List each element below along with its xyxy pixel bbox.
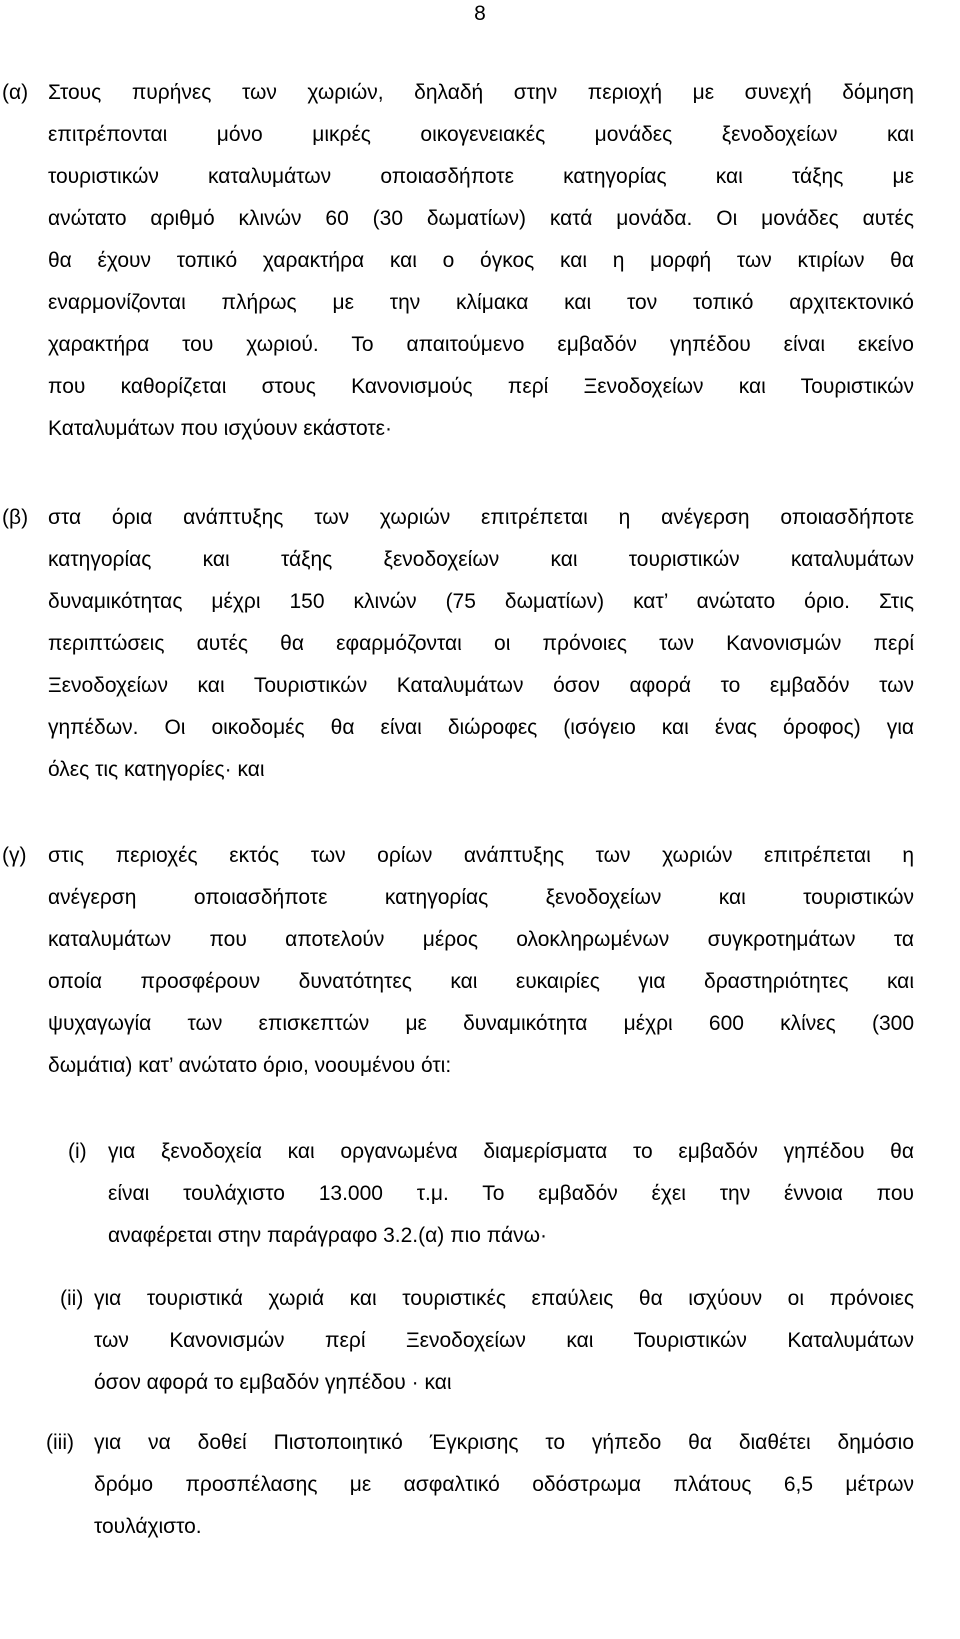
paragraph-a-line: εναρμονίζονται πλήρως με την κλίμακα και τον τοπικό αρχιτεκτονικό bbox=[48, 291, 914, 314]
paragraph-b-line: γηπέδων. Οι οικοδομές θα είναι διώροφες (ισόγειο και ένας όροφος) για bbox=[48, 716, 914, 739]
paragraph-a-line: τουριστικών καταλυμάτων οποιασδήποτε κατηγορίας και τάξης με bbox=[48, 165, 914, 188]
paragraph-b bbox=[48, 497, 914, 791]
paragraph-b-line: Ξενοδοχείων και Τουριστικών Καταλυμάτων όσον αφορά το εμβαδόν των bbox=[48, 674, 914, 697]
paragraph-c-line: ψυχαγωγία των επισκεπτών με δυναμικότητα μέχρι 600 κλίνες (300 bbox=[48, 1012, 914, 1035]
paragraph-b-line: περιπτώσεις αυτές θα εφαρμόζονται οι πρόνοιες των Κανονισμών περί bbox=[48, 632, 914, 655]
sub-item-ii-label: (ii) bbox=[60, 1287, 84, 1310]
paragraph-c-line: δωμάτια) κατ’ ανώτατο όριο, νοουμένου ότι: bbox=[48, 1054, 452, 1077]
paragraph-a-line: θα έχουν τοπικό χαρακτήρα και ο όγκος και η μορφή των κτιρίων θα bbox=[48, 249, 914, 272]
paragraph-c-line: στις περιοχές εκτός των ορίων ανάπτυξης των χωριών επιτρέπεται η bbox=[48, 844, 914, 867]
paragraph-a-line: Καταλυμάτων που ισχύουν εκάστοτε· bbox=[48, 417, 393, 440]
sub-item-iii-label: (iii) bbox=[46, 1431, 74, 1454]
paragraph-c bbox=[48, 835, 914, 1087]
sub-item-i-line: για ξενοδοχεία και οργανωμένα διαμερίσματα το εμβαδόν γηπέδου θα bbox=[108, 1140, 914, 1163]
paragraph-b-line: στα όρια ανάπτυξης των χωριών επιτρέπεται η ανέγερση οποιασδήποτε bbox=[48, 506, 914, 529]
paragraph-a-line: επιτρέπονται μόνο μικρές οικογενειακές μονάδες ξενοδοχείων και bbox=[48, 123, 914, 146]
paragraph-a-line: που καθορίζεται στους Κανονισμούς περί Ξενοδοχείων και Τουριστικών bbox=[48, 375, 914, 398]
paragraph-a-label: (α) bbox=[2, 81, 29, 104]
paragraph-b-line: κατηγορίας και τάξης ξενοδοχείων και τουριστικών καταλυμάτων bbox=[48, 548, 914, 571]
sub-item-ii-line: για τουριστικά χωριά και τουριστικές επαύλεις θα ισχύουν οι πρόνοιες bbox=[94, 1287, 914, 1310]
paragraph-c-label: (γ) bbox=[2, 844, 27, 867]
paragraph-c-line: οποία προσφέρουν δυνατότητες και ευκαιρίες για δραστηριότητες και bbox=[48, 970, 914, 993]
paragraph-c-line: καταλυμάτων που αποτελούν μέρος ολοκληρωμένων συγκροτημάτων τα bbox=[48, 928, 914, 951]
paragraph-b-line: δυναμικότητας μέχρι 150 κλινών (75 δωματίων) κατ’ ανώτατο όριο. Στις bbox=[48, 590, 914, 613]
paragraph-a bbox=[48, 72, 914, 450]
sub-item-ii-line: όσον αφορά το εμβαδόν γηπέδου · και bbox=[94, 1371, 452, 1394]
page-number: 8 bbox=[474, 2, 486, 25]
paragraph-b-label: (β) bbox=[2, 506, 29, 529]
paragraph-a-line: χαρακτήρα του χωριού. Το απαιτούμενο εμβαδόν γηπέδου είναι εκείνο bbox=[48, 333, 914, 356]
sub-item-i-line: είναι τουλάχιστο 13.000 τ.μ. Το εμβαδόν έχει την έννοια που bbox=[108, 1182, 914, 1205]
sub-item-iii-line: για να δοθεί Πιστοποιητικό Έγκρισης το γήπεδο θα διαθέτει δημόσιο bbox=[94, 1431, 914, 1454]
sub-item-ii-line: των Κανονισμών περί Ξενοδοχείων και Τουριστικών Καταλυμάτων bbox=[94, 1329, 914, 1352]
sub-item-ii bbox=[94, 1278, 914, 1404]
paragraph-a-line: ανώτατο αριθμό κλινών 60 (30 δωματίων) κατά μονάδα. Οι μονάδες αυτές bbox=[48, 207, 914, 230]
paragraph-c-line: ανέγερση οποιασδήποτε κατηγορίας ξενοδοχείων και τουριστικών bbox=[48, 886, 914, 909]
sub-item-iii bbox=[94, 1422, 914, 1548]
sub-item-i bbox=[108, 1131, 914, 1257]
paragraph-b-line: όλες τις κατηγορίες· και bbox=[48, 758, 265, 781]
paragraph-a-line: Στους πυρήνες των χωριών, δηλαδή στην περιοχή με συνεχή δόμηση bbox=[48, 81, 914, 104]
sub-item-iii-line: τουλάχιστο. bbox=[94, 1515, 202, 1538]
sub-item-iii-line: δρόμο προσπέλασης με ασφαλτικό οδόστρωμα πλάτους 6,5 μέτρων bbox=[94, 1473, 914, 1496]
sub-item-i-label: (i) bbox=[68, 1140, 87, 1163]
sub-item-i-line: αναφέρεται στην παράγραφο 3.2.(α) πιο πάνω· bbox=[108, 1224, 547, 1247]
